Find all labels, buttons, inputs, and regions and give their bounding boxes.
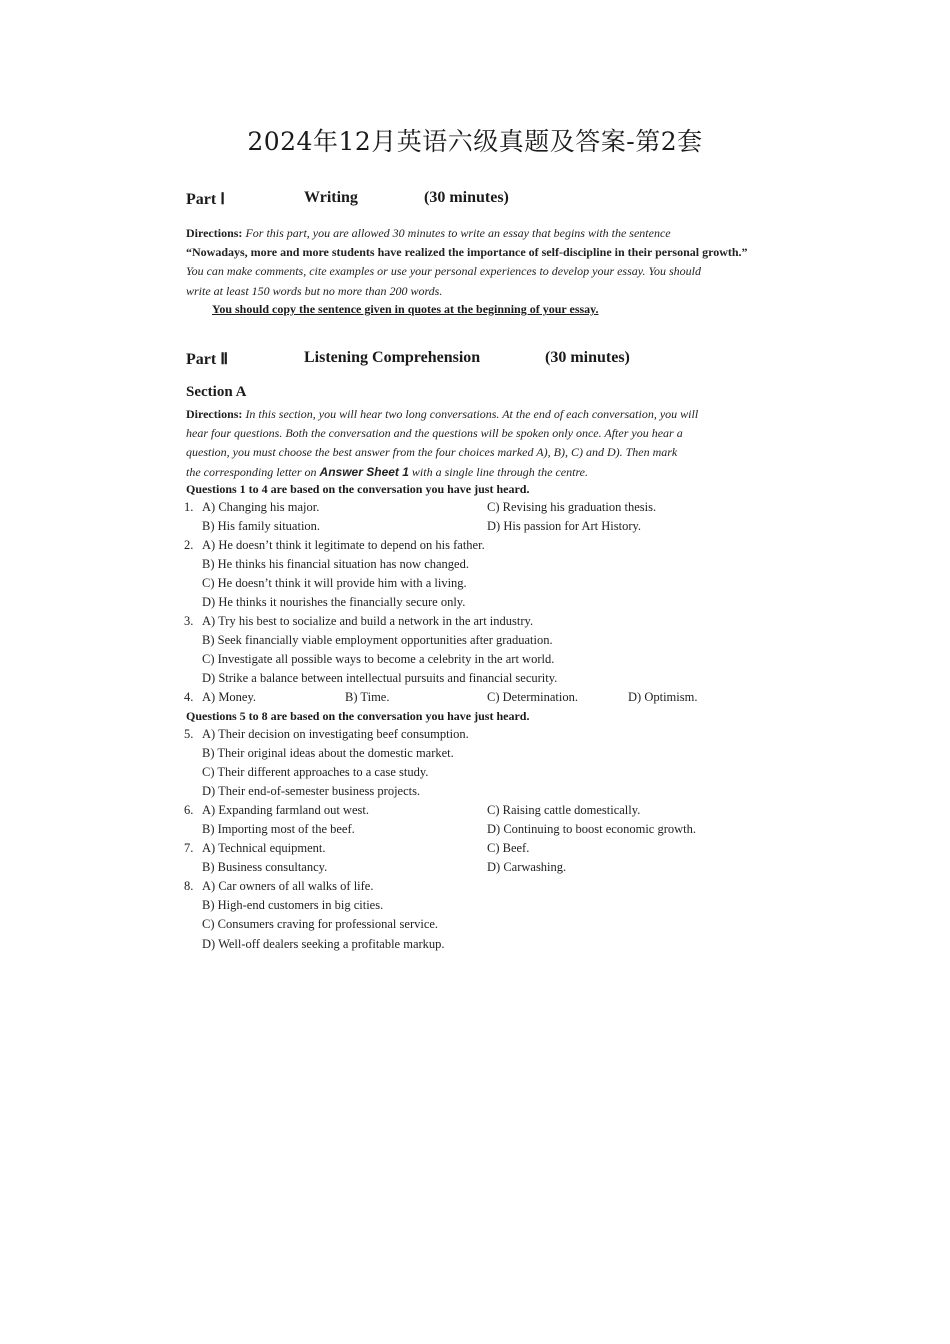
q2-option-c: C) He doesn’t think it will provide him with a living. (202, 576, 467, 590)
q3-number: 3. (184, 614, 194, 628)
part1-label: Part Ⅰ (186, 191, 225, 208)
q2-option-b: B) He thinks his financial situation has now changed. (202, 557, 469, 571)
q8-option-b: B) High-end customers in big cities. (202, 898, 384, 912)
part1-directions-text3: write at least 150 words but no more than 200 words. (186, 283, 443, 298)
q2-number: 2. (184, 538, 194, 552)
q6-option-d: D) Continuing to boost economic growth. (487, 822, 697, 836)
section-a-title: Section A (186, 384, 247, 400)
part1-directions-note: You should copy the sentence given in quotes at the beginning of your essay. (212, 302, 599, 316)
part1-name: Writing (304, 189, 358, 206)
q4-option-a: A) Money. (202, 690, 257, 704)
q7-option-a: A) Technical equipment. (202, 841, 326, 855)
document-title: 2024年12月英语六级真题及答案-第2套 (247, 127, 703, 156)
questions-5-8-header: Questions 5 to 8 are based on the conversation you have just heard. (186, 709, 530, 723)
q2-option-a: A) He doesn’t think it legitimate to depend on his father. (202, 538, 485, 552)
q3-option-b: B) Seek financially viable employment opportunities after graduation. (202, 633, 553, 647)
part2-directions-label: Directions: (186, 407, 243, 421)
q6-option-a: A) Expanding farmland out west. (202, 803, 369, 817)
q1-option-a: A) Changing his major. (202, 500, 320, 514)
part1-directions-quote: “Nowadays, more and more students have realized the importance of self-discipline in their personal growth.” (186, 245, 748, 260)
part2-directions-text4a: the corresponding letter on (186, 464, 317, 479)
part1-directions-text2: You can make comments, cite examples or use your personal experiences to develop your essay. You should (186, 264, 702, 279)
q8-option-a: A) Car owners of all walks of life. (202, 879, 374, 893)
q6-option-b: B) Importing most of the beef. (202, 822, 355, 836)
q2-option-d: D) He thinks it nourishes the financially secure only. (202, 595, 466, 609)
q5-option-d: D) Their end-of-semester business projects. (202, 784, 421, 798)
q1-option-d: D) His passion for Art History. (487, 519, 642, 533)
q4-number: 4. (184, 690, 194, 704)
q3-option-c: C) Investigate all possible ways to become a celebrity in the art world. (202, 652, 555, 666)
answer-sheet-label: Answer Sheet 1 (319, 464, 409, 479)
part1-time: (30 minutes) (424, 189, 509, 206)
part2-directions-text2: hear four questions. Both the conversation and the questions will be spoken only once. After you hear a (186, 426, 683, 441)
part1-directions (186, 224, 768, 301)
q3-option-a: A) Try his best to socialize and build a network in the art industry. (202, 614, 534, 628)
q5-option-a: A) Their decision on investigating beef consumption. (202, 727, 469, 741)
q8-option-d: D) Well-off dealers seeking a profitable markup. (202, 937, 445, 951)
q1-option-b: B) His family situation. (202, 519, 321, 533)
q8-number: 8. (184, 879, 194, 893)
q7-option-c: C) Beef. (487, 841, 530, 855)
q1-option-c: C) Revising his graduation thesis. (487, 500, 657, 514)
part1-directions-text1: For this part, you are allowed 30 minutes to write an essay that begins with the sentence (245, 226, 671, 240)
q4-option-c: C) Determination. (487, 690, 578, 704)
q1-number: 1. (184, 500, 194, 514)
part2-label: Part Ⅱ (186, 351, 229, 368)
q6-option-c: C) Raising cattle domestically. (487, 803, 641, 817)
part2-directions-text4b: with a single line through the centre. (411, 464, 589, 479)
q7-option-b: B) Business consultancy. (202, 860, 328, 874)
q6-number: 6. (184, 803, 194, 817)
questions-1-4-header: Questions 1 to 4 are based on the conversation you have just heard. (186, 482, 530, 496)
q4-option-d: D) Optimism. (628, 690, 698, 704)
q7-number: 7. (184, 841, 194, 855)
q7-option-d: D) Carwashing. (487, 860, 567, 874)
q5-number: 5. (184, 727, 194, 741)
part2-directions-text1: In this section, you will hear two long conversations. At the end of each conversation, you will (245, 407, 699, 421)
q8-option-c: C) Consumers craving for professional service. (202, 917, 439, 931)
q3-option-d: D) Strike a balance between intellectual pursuits and financial security. (202, 671, 558, 685)
part1-directions-label: Directions: (186, 226, 243, 240)
q5-option-b: B) Their original ideas about the domestic market. (202, 746, 454, 760)
part2-directions (186, 405, 768, 482)
q4-option-b: B) Time. (345, 690, 390, 704)
part2-time: (30 minutes) (545, 349, 630, 366)
part2-name: Listening Comprehension (304, 349, 481, 366)
q5-option-c: C) Their different approaches to a case study. (202, 765, 429, 779)
part2-directions-text3: question, you must choose the best answer from the four choices marked A), B), C) and D). Then mark (186, 445, 678, 460)
